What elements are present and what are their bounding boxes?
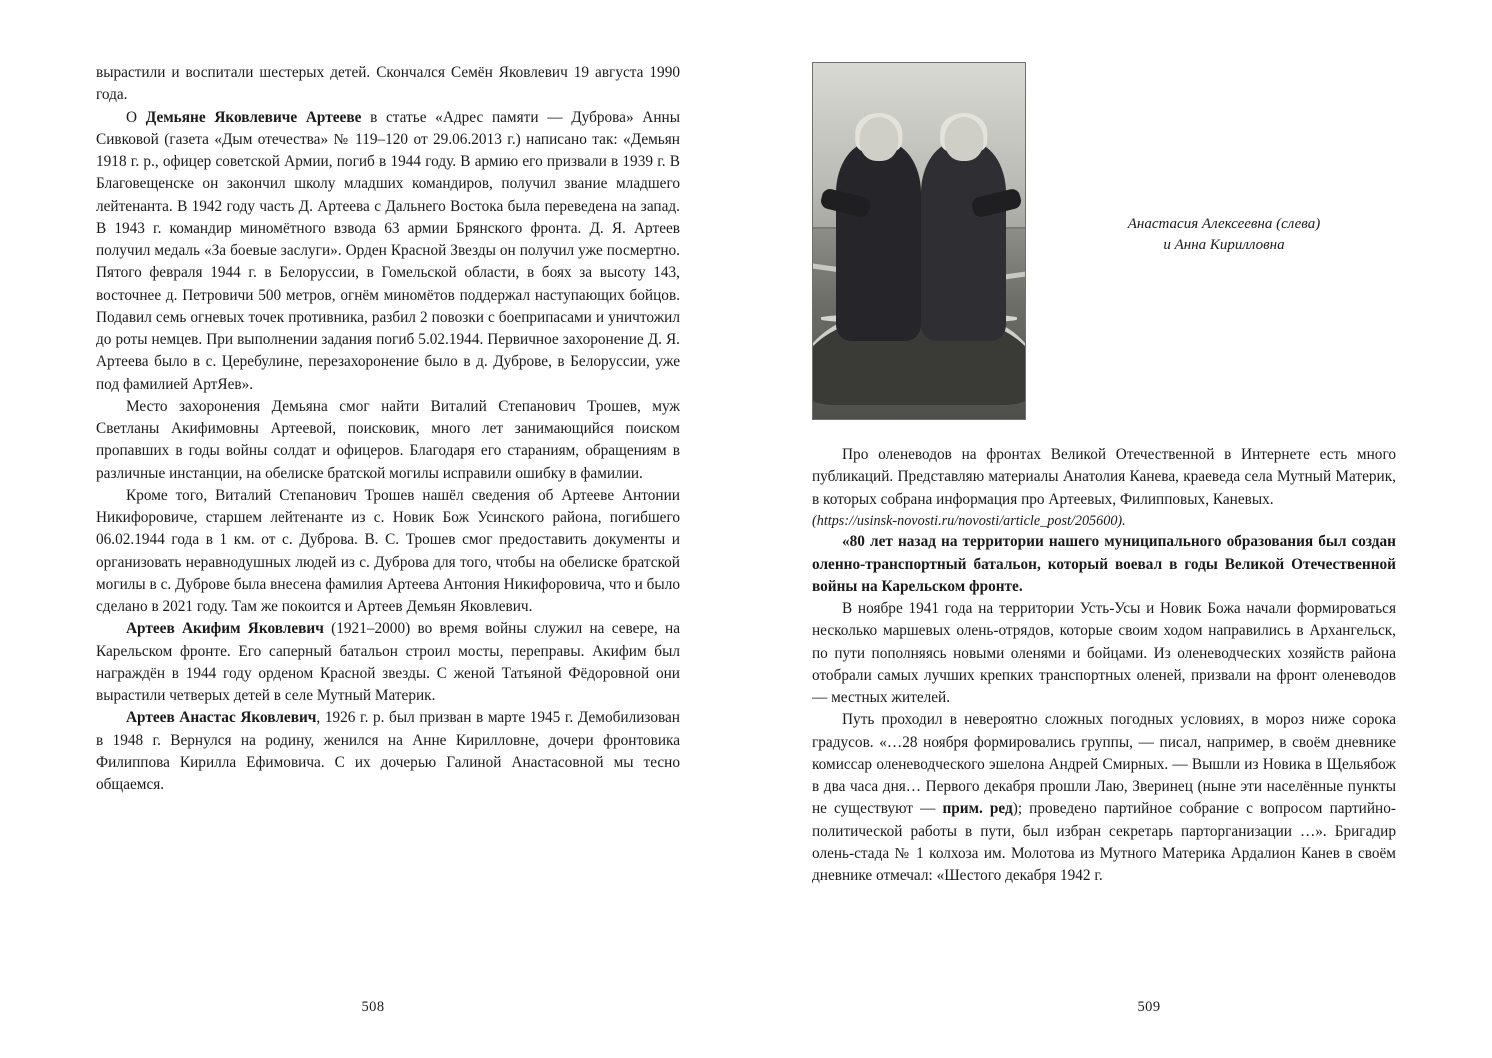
photo-caption <box>1026 62 1396 257</box>
source-url[interactable]: (https://usinsk-novosti.ru/novosti/article_post/205600). <box>812 512 1126 529</box>
text-run: ); проведено партийное собрание с вопросом партийно-политической работы в пути, был избран секретарь парторганизации …». Бригадир олень-стада № 1 колхоза им. Молотова из Мутного Материка Ардалион Канев в своём дневнике отмечал: «Шестого декабря 1942 г. <box>812 800 1396 885</box>
person-name: Демьяне Яковлевиче Артееве <box>145 108 362 126</box>
photo-face <box>859 117 898 161</box>
page-number-right: 509 <box>1137 999 1161 1015</box>
photo-two-women-in-boat <box>812 62 1026 420</box>
person-name: Артеев Акифим Яковлевич <box>126 620 324 638</box>
page-right <box>746 0 1492 1058</box>
paragraph <box>812 709 1396 887</box>
paragraph: В ноябре 1941 года на территории Усть-Усы и Новик Божа начали формироваться несколько маршевых олень-отрядов, которые своим ходом направились в Архангельск, по пути пополняясь новыми оленями и бойцами. Из оленеводческих хозяйств района отобрали самых лучших крепких транспортных оленей, призвали на фронт оленеводов — местных жителей. <box>812 600 1396 707</box>
photo-caption-line-2: и Анна Кирилловна <box>1163 237 1285 254</box>
photo-woman-right <box>921 141 1006 340</box>
editor-note: прим. ред <box>942 800 1013 818</box>
right-page-body <box>812 444 1396 887</box>
photo-block <box>812 62 1396 420</box>
person-name: Артеев Анастас Яковлевич <box>126 709 317 727</box>
paragraph-heading: «80 лет назад на территории нашего муниципального образования был создан оленно-транспортный батальон, который воевал в годы Великой Отечественной войны на Карельском фронте. <box>812 533 1396 595</box>
text-run: Путь проходил в невероятно сложных погодных условиях, в мороз ниже сорока градусов. «…28 ноября формировались группы, — писал, например, в своём дневнике комиссар оленеводческого эшелона Андрей Смирных. — Вышли из Новика в Щельябож в два часа дня… Первого декабря прошли Лаю, Зверинец (ныне эти населённые пункты не существуют — <box>812 711 1396 818</box>
paragraph: Про оленеводов на фронтах Великой Отечественной в Интернете есть много публикаций. Представляю материалы Анатолия Канева, краеведа села Мутный Материк, в которых собрана информация про Артеевых, Филипповых, Каневых. <box>812 446 1396 508</box>
photo-woman-left <box>836 141 921 340</box>
paragraph: Место захоронения Демьяна смог найти Виталий Степанович Трошев, муж Светланы Акифимовны Артеевой, поисковик, много лет занимающийся поиском пропавших в годы войны солдат и офицеров. Благодаря его стараниям, обращениям в различные инстанции, на обелиске братской могилы исправили ошибку в фамилии. <box>96 397 680 482</box>
paragraph <box>96 107 680 396</box>
photo-caption-line-1: Анастасия Алексеевна (слева) <box>1127 216 1321 232</box>
text-run: (1921–2000) во время войны служил на севере, на Карельском фронте. Его саперный батальон строил мосты, переправы. Акифим был награждён в 1944 году орденом Красной звезды. С женой Татьяной Фёдоровной они вырастили четверых детей в селе Мутный Материк. <box>96 620 680 704</box>
paragraph <box>96 618 680 707</box>
page-number-left: 508 <box>361 999 385 1015</box>
text-run: О <box>126 108 146 126</box>
text-run: в статье «Адрес памяти — Дуброва» Анны Сивковой (газета «Дым отечества» № 119–120 от 29.06.2013 г.) написано так: «Демьян 1918 г. р., офицер советской Армии, погиб в 1944 году. В армию его призвали в 1939 г. В Благовещенске он закончил школу младших командиров, получил звание младшего лейтенанта. В 1942 году часть Д. Артеева с Дальнего Востока была переведена на запад. В 1943 г. командир миномётного взвода 63 армии Брянского фронта. Д. Я. Артеев получил медаль «За боевые заслуги». Орден Красной Звезды он получил уже посмертно. Пятого февраля 1944 г. в Белоруссии, в Гомельской области, в боях за высоту 143, восточнее д. Петровичи 500 метров, огнём миномётов поддержал наступающих бойцов. Подавил семь огневых точек противника, разбил 2 повозки с боеприпасами и уничтожил до роты немцев. При выполнении задания погиб 5.02.1944. Первичное захоронение Д. Я. Артеева было в с. Церебулине, перезахоронение было в д. Дуброве, в Белоруссии, уже под фамилией АртЯев». <box>96 108 681 393</box>
left-page-body <box>96 62 680 796</box>
paragraph <box>96 707 680 796</box>
paragraph: Кроме того, Виталий Степанович Трошев нашёл сведения об Артееве Антонии Никифоровиче, старшем лейтенанте из с. Новик Бож Усинского района, погибшего 06.02.1944 года в 1 км. от с. Дуброва. В. С. Трошев смог предоставить документы и организовать неравнодушных людей из с. Дуброва для того, чтобы на обелиске братской могилы в с. Дуброве была внесена фамилия Артеева Антония Никифоровича, что и было сделано в 2021 году. Там же покоится и Артеев Демьян Яковлевич. <box>96 486 680 615</box>
photo-face <box>944 117 983 161</box>
paragraph: вырастили и воспитали шестерых детей. Скончался Семён Яковлевич 19 августа 1990 года. <box>96 64 680 104</box>
text-run: , 1926 г. р. был призван в марте 1945 г. Демобилизован в 1948 г. Вернулся на родину, женился на Анне Кирилловне, дочери фронтовика Филиппова Кирилла Ефимовича. С их дочерью Галиной Анастасовной мы тесно общаемся. <box>96 709 680 793</box>
